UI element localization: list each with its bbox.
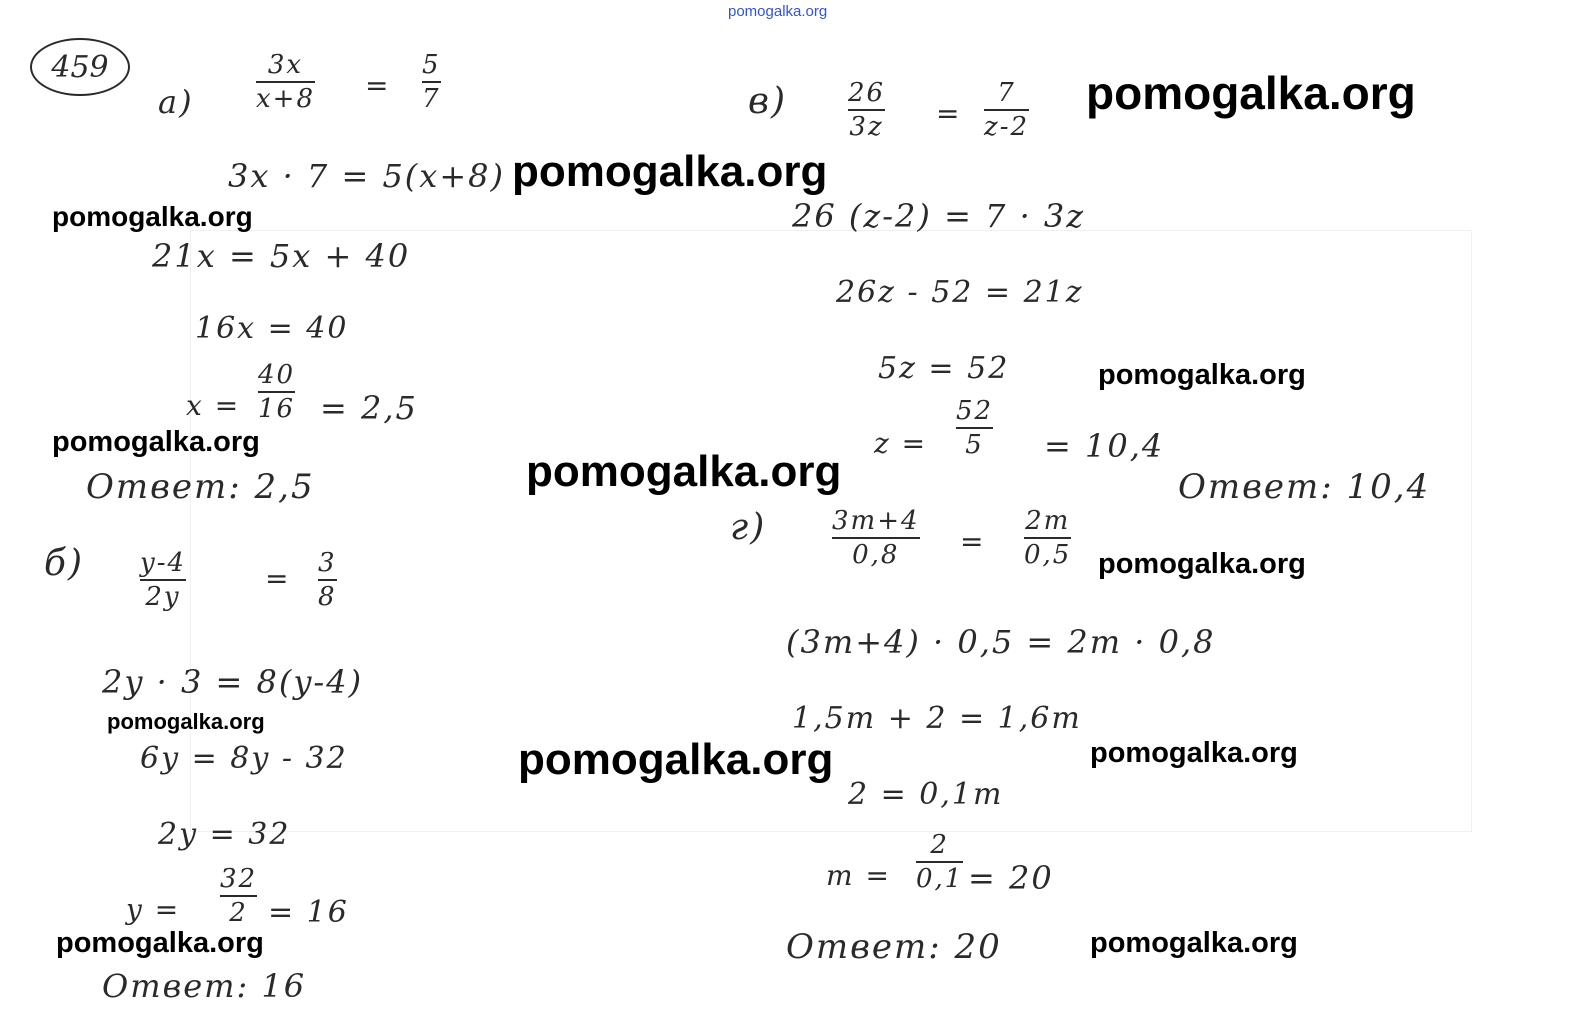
part-g-eq-rel: =: [960, 525, 986, 558]
part-g-line-1: (3m+4) · 0,5 = 2m · 0,8: [786, 623, 1216, 661]
part-g-line-4-fraction: [916, 832, 963, 892]
part-v-eq-rel: =: [936, 97, 962, 130]
part-v-num2: 7: [997, 78, 1016, 108]
part-g-line-2: 1,5m + 2 = 1,6m: [792, 701, 1082, 736]
part-a-line-4-fraction: [258, 362, 295, 422]
part-v-line-4-rhs: = 10,4: [1044, 427, 1165, 465]
part-b-num2: 3: [318, 548, 337, 578]
watermark: pomogalka.org: [1086, 67, 1416, 119]
part-v-line-4-lhs: z =: [874, 427, 928, 460]
watermark: pomogalka.org: [107, 709, 265, 734]
part-a-fraction-1: [256, 52, 315, 112]
part-b-line-2: 6y = 8y - 32: [140, 741, 348, 776]
part-b-line-1: 2y · 3 = 8(y-4): [102, 663, 364, 701]
part-a-label: а): [158, 83, 194, 121]
part-a-line-4-rhs: = 2,5: [320, 389, 418, 427]
part-g-line-4-rhs: = 20: [968, 859, 1054, 897]
watermark: pomogalka.org: [1090, 927, 1298, 959]
part-v-num1: 26: [848, 78, 886, 108]
part-g-num2: 2m: [1025, 506, 1071, 536]
part-g-line-4-lhs: m =: [826, 859, 891, 892]
part-g-fraction-2: [1024, 508, 1071, 568]
part-v-answer: Ответ: 10,4: [1178, 467, 1431, 507]
part-g-den1: 0,8: [852, 540, 900, 570]
part-g-line-4-num: 2: [930, 830, 949, 860]
part-a-line-2: 21x = 5x + 40: [152, 237, 411, 275]
part-a-fraction-2: [422, 52, 441, 112]
part-a-den1: x+8: [256, 84, 315, 114]
watermark: pomogalka.org: [1090, 737, 1298, 769]
part-a-line-4-lhs: x =: [186, 389, 241, 422]
watermark: pomogalka.org: [1098, 548, 1306, 580]
part-b-den1: 2y: [145, 582, 181, 612]
watermark: pomogalka.org: [518, 735, 834, 784]
part-v-line-3: 5z = 52: [878, 351, 1010, 386]
part-g-num1: 3m+4: [832, 506, 920, 536]
part-v-label: в): [748, 81, 787, 122]
watermark: pomogalka.org: [512, 147, 828, 196]
part-v-line-4-num: 52: [956, 396, 994, 426]
part-a-line-4-den: 16: [258, 394, 296, 424]
part-g-line-3: 2 = 0,1m: [848, 777, 1004, 812]
part-b-label: б): [44, 543, 85, 584]
part-a-line-4-num: 40: [258, 360, 296, 390]
part-b-answer: Ответ: 16: [102, 967, 307, 1005]
part-v-line-1: 26 (z-2) = 7 · 3z: [792, 197, 1086, 235]
part-a-eq-rel: =: [365, 69, 391, 102]
part-a-line-1: 3x · 7 = 5(x+8): [228, 157, 505, 195]
problem-number-text: 459: [51, 49, 109, 85]
part-v-line-4-fraction: [956, 398, 993, 458]
part-v-fraction-1: [848, 80, 885, 140]
part-b-eq-rel: =: [265, 562, 291, 595]
watermark: pomogalka.org: [526, 447, 842, 496]
part-g-label: г): [730, 507, 767, 548]
watermark: pomogalka.org: [1098, 359, 1306, 391]
part-b-line-4-rhs: = 16: [268, 895, 349, 930]
watermark-top: pomogalka.org: [728, 3, 828, 20]
watermark: pomogalka.org: [56, 927, 264, 959]
part-v-line-4-den: 5: [965, 430, 984, 460]
part-g-line-4-den: 0,1: [916, 864, 964, 894]
part-a-line-3: 16x = 40: [195, 311, 349, 346]
part-b-fraction-2: [318, 550, 337, 610]
part-b-line-4-num: 32: [220, 864, 258, 894]
part-g-answer: Ответ: 20: [786, 927, 1002, 967]
part-a-answer: Ответ: 2,5: [86, 467, 315, 507]
part-v-den1: 3z: [849, 112, 884, 142]
part-b-line-4-fraction: [220, 866, 257, 926]
part-b-line-4-den: 2: [229, 898, 248, 928]
part-g-den2: 0,5: [1024, 540, 1072, 570]
watermark: pomogalka.org: [52, 426, 260, 458]
part-b-den2: 8: [318, 582, 337, 612]
part-v-line-2: 26z - 52 = 21z: [836, 275, 1084, 310]
part-g-fraction-1: [832, 508, 920, 568]
part-b-num1: y-4: [140, 548, 187, 578]
part-v-den2: z-2: [984, 112, 1030, 142]
part-v-fraction-2: [984, 80, 1029, 140]
problem-number: [30, 38, 130, 96]
part-b-line-4-lhs: y =: [126, 893, 181, 926]
part-b-fraction-1: [140, 550, 186, 610]
part-a-num1: 3x: [267, 50, 304, 80]
part-b-line-3: 2y = 32: [158, 817, 291, 852]
watermark: pomogalka.org: [52, 201, 253, 232]
part-a-den2: 7: [422, 84, 441, 114]
part-a-num2: 5: [422, 50, 441, 80]
